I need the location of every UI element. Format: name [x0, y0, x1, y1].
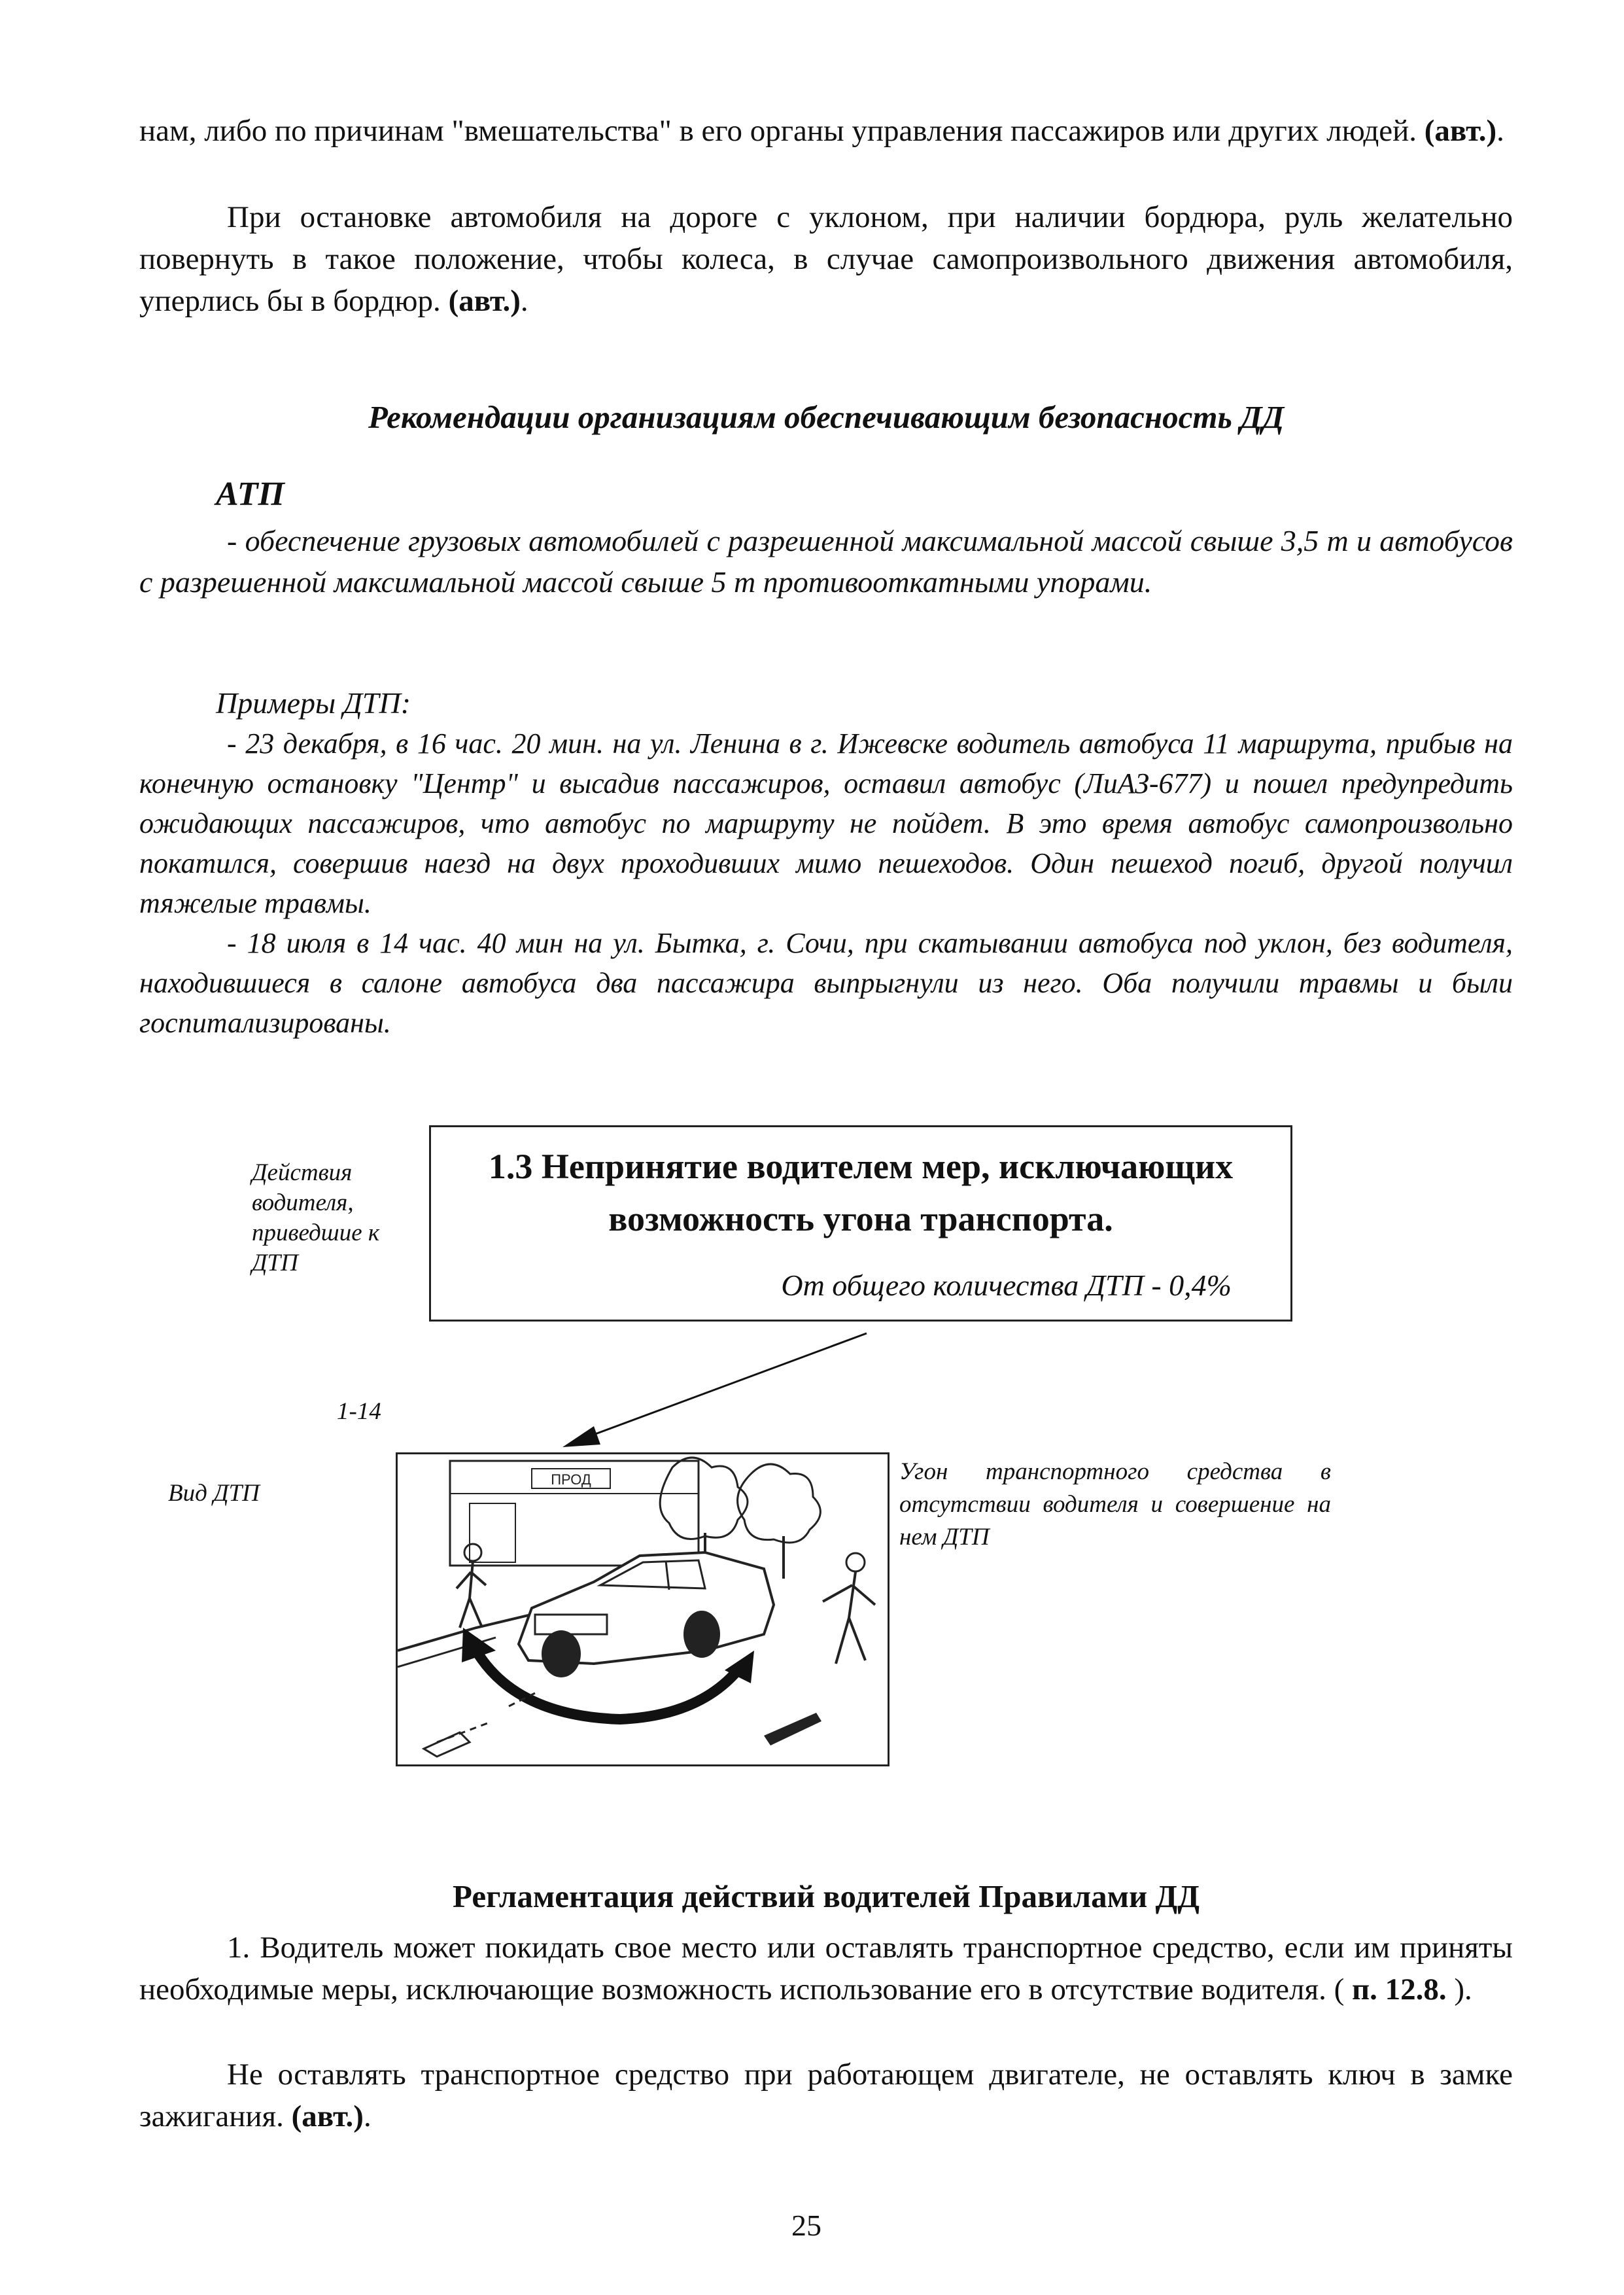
author-tag: (авт.) [448, 284, 521, 318]
violation-box [429, 1125, 1292, 1322]
example-sochi: - 18 июля в 14 час. 40 мин на ул. Бытка, г. Сочи, при скатывании автобуса под уклон, без водителя, находившиеся в салоне автобуса два пассажира выпрыгнули из него. Оба получили травмы и были госпитализированы. [139, 927, 1513, 1039]
examples-list [139, 724, 1513, 1043]
regulation-rule-2: Не оставлять транспортное средство при работающем двигателе, не оставлять ключ в замке зажигания. (авт.). [139, 2058, 1513, 2133]
driver-actions-label: Действия водителя, приведшие к ДТП [252, 1159, 380, 1276]
author-tag: (авт.) [1424, 114, 1497, 148]
page-number: 25 [791, 2209, 821, 2242]
shop-sign: ПРОД [551, 1471, 591, 1488]
paragraph-slope-parking: При остановке автомобиля на дороге с уклоном, при наличии бордюра, руль желательно повернуть в такое положение, чтобы колеса, в случае самопроизвольного движения автомобиля, уперлись бы в бордюр. (авт.). [139, 200, 1513, 318]
accident-code: 1-14 [337, 1398, 381, 1425]
rule-reference: п. 12.8. [1351, 1972, 1447, 2006]
paragraph-passenger-interference: нам, либо по причинам "вмешательства" в его органы управления пассажиров или других людей. (авт.). [139, 114, 1504, 148]
car-theft-illustration [396, 1452, 890, 1766]
examples-heading: Примеры ДТП: [216, 686, 411, 720]
example-izhevsk: - 23 декабря, в 16 час. 20 мин. на ул. Ленина в г. Ижевске водитель автобуса 11 маршрута, прибыв на конечную остановку "Центр" и высадив пассажиров, оставил автобус (ЛиАЗ-677) и пошел предупредить ожидающих пассажиров, что автобус по маршруту не пойдет. В это время автобус самопроизвольно покатился, совершив наезд на двух проходивших мимо пешеходов. Один пешеход погиб, другой получил тяжелые травмы. [139, 727, 1513, 919]
regulation-rule-1: 1. Водитель может покидать свое место или оставлять транспортное средство, если им приняты необходимые меры, исключающие возможность использование его в отсутствие водителя. ( п. 12.8. ). [139, 1931, 1513, 2006]
car-theft-drawing [398, 1454, 888, 1764]
author-tag: (авт.) [291, 2099, 364, 2133]
accident-description: Угон транспортного средства в отсутствии водителя и совершение на нем ДТП [899, 1458, 1331, 1550]
regulation-title: Регламентация действий водителей Правилами ДД [453, 1878, 1200, 1914]
violation-heading: 1.3 Непринятие водителем мер, исключающих возможность угона транспорта. [488, 1147, 1234, 1238]
pointer-arrow [536, 1328, 876, 1459]
atp-recommendation: - обеспечение грузовых автомобилей с разрешенной максимальной массой свыше 3,5 т и автобусов с разрешенной максимальной массой свыше 5 т противооткатными упорами. [139, 524, 1513, 599]
atp-heading: АТП [216, 476, 285, 513]
accident-share: От общего количества ДТП - 0,4% [781, 1269, 1232, 1302]
accident-type-label: Вид ДТП [168, 1480, 260, 1507]
recommendations-title: Рекомендации организациям обеспечивающим безопасность ДД [368, 399, 1285, 435]
